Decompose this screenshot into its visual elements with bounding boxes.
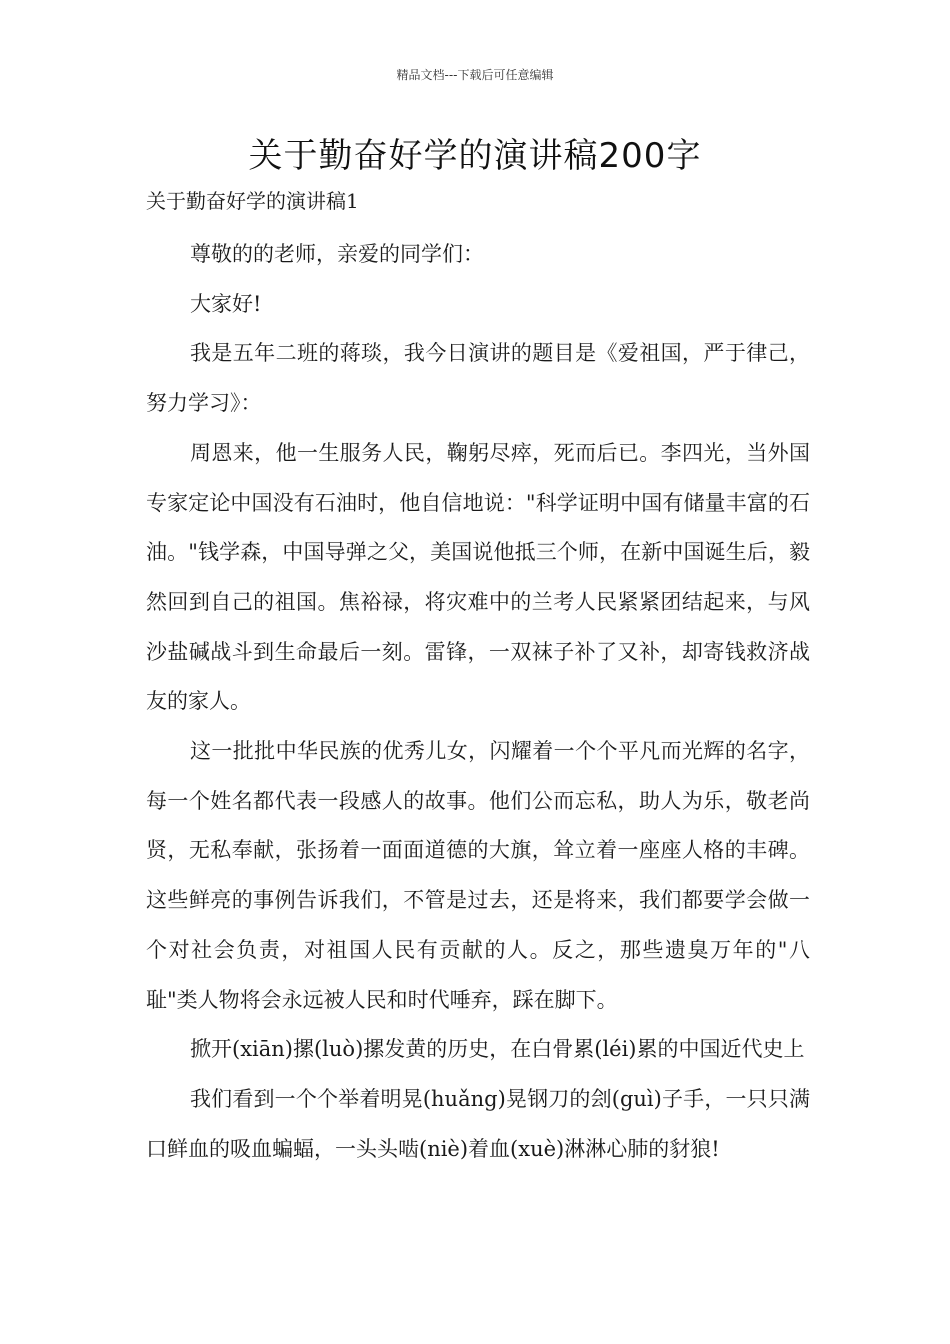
document-subtitle: 关于勤奋好学的演讲稿1 (146, 189, 359, 213)
paragraph-heroes: 周恩来，他一生服务人民，鞠躬尽瘁，死而后已。李四光，当外国专家定论中国没有石油时，他自信地说："科学证明中国有储量丰富的石油。"钱学森，中国导弹之父，美国说他抵三个师，在新中国诞生后，毅然回到自己的祖国。焦裕禄，将灾难中的兰考人民紧紧团结起来，与风沙盐碱战斗到生命最后一刻。雷锋，一双袜子补了又补，却寄钱救济战友的家人。 (146, 440, 810, 714)
page-header: 精品文档---下载后可任意编辑 (396, 68, 554, 82)
document-title: 关于勤奋好学的演讲稿200字 (248, 136, 702, 176)
paragraph-imagery: 我们看到一个个举着明晃(huǎng)晃钢刀的刽(guì)子手，一只只满口鲜血的吸血蝙蝠，一头头啮(niè)着血(xuè)淋淋心肺的豺狼! (146, 1086, 810, 1161)
paragraph-introduction: 我是五年二班的蒋琰，我今日演讲的题目是《爱祖国，严于律己，努力学习》： (146, 341, 810, 416)
paragraph-reflection: 这一批批中华民族的优秀儿女，闪耀着一个个平凡而光辉的名字，每一个姓名都代表一段感人的故事。他们公而忘私，助人为乐，敬老尚贤，无私奉献，张扬着一面面道德的大旗，耸立着一座座人格的丰碑。这些鲜亮的事例告诉我们，不管是过去，还是将来，我们都要学会做一个对社会负责，对祖国人民有贡献的人。反之，那些遗臭万年的"八耻"类人物将会永远被人民和时代唾弃，踩在脚下。 (146, 739, 810, 1012)
paragraph-greeting: 尊敬的的老师，亲爱的同学们： (190, 242, 484, 266)
paragraph-history: 掀开(xiān)摞(luò)摞发黄的历史，在白骨累(léi)累的中国近代史上 (190, 1037, 805, 1062)
paragraph-hello: 大家好! (190, 291, 262, 316)
document-body (146, 230, 810, 1174)
